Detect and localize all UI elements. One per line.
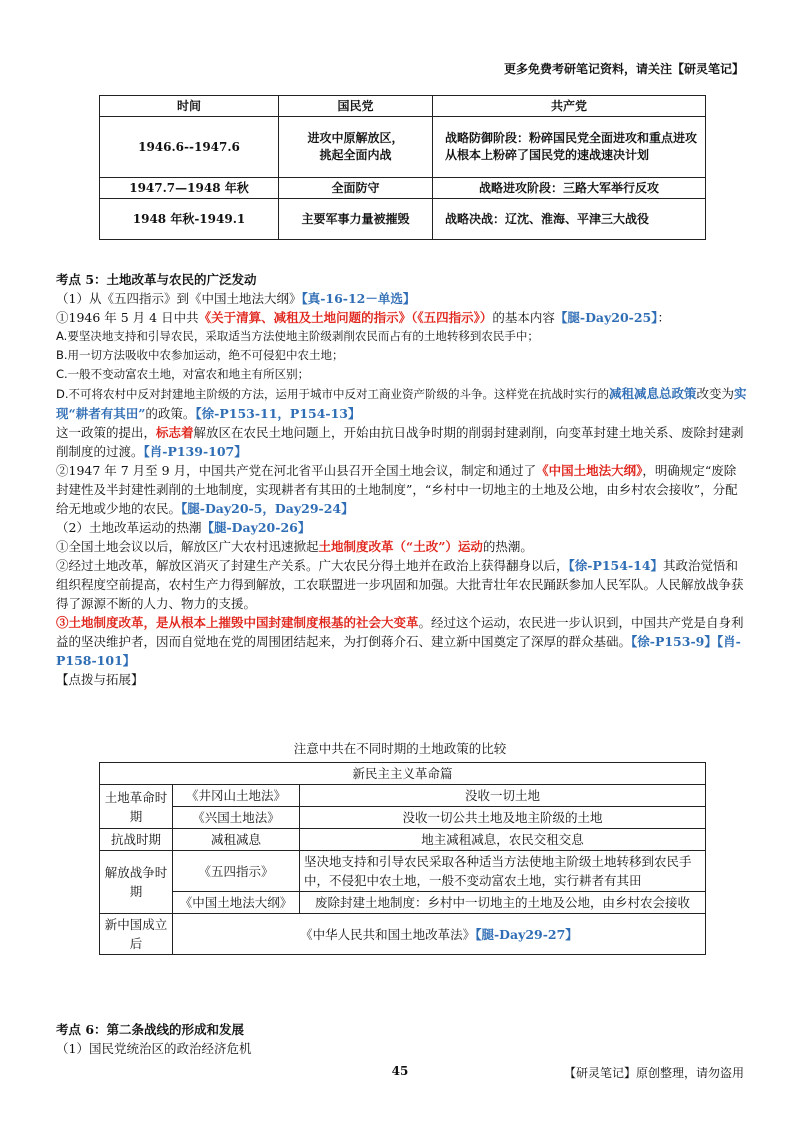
ref-tag: 【腿-Day20-26】 — [201, 520, 311, 535]
ref-tag: 【徐-P153-9】【肖-P158-101】 — [56, 634, 741, 668]
text: 改变为 — [696, 386, 735, 401]
desc-cell — [173, 914, 706, 955]
text: 其政治觉悟和组织程度空前提高，农村生产力得到解放，工农联盟进一步巩固和加强。大批青壮年农民踊跃参加人民军队。人民解放战争获得了源源不断的人力、物力的支援。 — [56, 558, 744, 611]
table-row — [100, 851, 706, 892]
cell-time: 1948 年秋-1949.1 — [100, 199, 279, 240]
desc-cell: 没收一切土地 — [300, 785, 706, 807]
cell-time: 1946.6--1947.6 — [100, 117, 279, 178]
cell-kmt: 全面防守 — [279, 178, 433, 199]
paragraph — [56, 423, 748, 461]
paragraph — [56, 556, 748, 613]
highlight: 《关于清算、减租及土地问题的指示》（《五四指示》） — [198, 310, 493, 325]
ref-tag: 【徐-P154-14】 — [568, 558, 664, 573]
law-cell: 《五四指示》 — [173, 851, 300, 892]
cell-kmt: 进攻中原解放区， 挑起全面内战 — [279, 117, 433, 178]
table-header-row — [100, 96, 706, 117]
land-policy-table — [99, 762, 706, 955]
text: ： — [657, 310, 671, 325]
table-row — [100, 807, 706, 829]
table-caption: 注意中共在不同时期的土地政策的比较 — [293, 741, 507, 756]
table-row — [100, 892, 706, 914]
section-5-title: 考点 5：土地改革与农民的广泛发动 — [56, 272, 257, 287]
desc-cell: 没收一切公共土地及地主阶级的土地 — [300, 807, 706, 829]
text: ②1947 年 7 月至 9 月，中国共产党在河北省平山县召开全国土地会议，制定和通过了 — [56, 463, 537, 478]
table-row — [100, 178, 706, 199]
desc-cell: 坚决地支持和引导农民采取各种适当方法使地主阶级土地转移到农民手中，不侵犯中农土地，一般不变动富农土地，实行耕者有其田 — [300, 851, 706, 892]
footer-note: 【研灵笔记】原创整理，请勿盗用 — [563, 1066, 744, 1080]
sub-heading: （1）国民党统治区的政治经济危机 — [56, 1041, 252, 1056]
list-item: A.要坚决地支持和引导农民，采取适当方法使地主阶级剥削农民而占有的土地转移到农民手中； — [56, 329, 539, 343]
law-cell: 《中国土地法大纲》 — [173, 892, 300, 914]
highlight: ③土地制度改革，是从根本上摧毁中国封建制度根基的社会大变革 — [56, 615, 419, 630]
law-cell: 减租减息 — [173, 829, 300, 851]
text: ，明确规定“废除封建性及半封建性剥削的土地制度，实现耕者有其田的土地制度”，“乡村中一切地主的土地及公地，由乡村农会接收”，分配给无地或少地的农民。 — [56, 463, 738, 516]
text: 的政策。 — [145, 406, 196, 421]
page-number: 45 — [391, 1064, 409, 1078]
text: 的热潮。 — [482, 539, 533, 554]
cell-ccp: 战略防御阶段：粉碎国民党全面进攻和重点进攻从根本上粉碎了国民党的速战速决计划 — [433, 117, 706, 178]
sub-heading — [56, 289, 748, 308]
text: 的基本内容 — [492, 310, 555, 325]
highlight: 标志着 — [156, 425, 194, 440]
table-row — [100, 914, 706, 955]
period-cell: 解放战争时期 — [100, 851, 173, 914]
text: D.不可将农村中反对封建地主阶级的方法，运用于城市中反对工商业资产阶级的斗争。这样党在抗战时实行的 — [56, 387, 610, 401]
section-6-title: 考点 6：第二条战线的形成和发展 — [56, 1022, 245, 1037]
text: 这一政策的提出， — [56, 425, 157, 440]
cell-time: 1947.7—1948 年秋 — [100, 178, 279, 199]
table-row — [100, 117, 706, 178]
col-header-kmt: 国民党 — [279, 96, 433, 117]
ref-tag: 【真-16-12－单选】 — [301, 291, 416, 306]
period-cell: 新中国成立后 — [100, 914, 173, 955]
highlight: 《中国土地法大纲》 — [536, 463, 643, 478]
ref-tag: 【腿-Day20-25】 — [554, 310, 658, 325]
cell-ccp: 战略决战：辽沈、淮海、平津三大战役 — [433, 199, 706, 240]
paragraph — [56, 308, 748, 327]
sub-text: （2）土地改革运动的热潮 — [56, 520, 202, 535]
paragraph — [56, 613, 748, 670]
cell-ccp: 战略进攻阶段：三路大军举行反攻 — [433, 178, 706, 199]
table-title-row — [100, 763, 706, 785]
col-header-time: 时间 — [100, 96, 279, 117]
law-name: 《中华人民共和国土地改革法》 — [300, 926, 476, 942]
sub-heading — [56, 518, 748, 537]
table-row — [100, 199, 706, 240]
cell-kmt: 主要军事力量被摧毁 — [279, 199, 433, 240]
desc-cell: 废除封建土地制度：乡村中一切地主的土地及公地，由乡村农会接收 — [300, 892, 706, 914]
battle-phase-table — [99, 95, 706, 240]
paragraph — [56, 461, 748, 518]
text: 解放区在农民土地问题上，开始由抗日战争时期的削弱封建剥削，向变革封建土地关系、废除封建剥削制度的过渡。 — [56, 425, 744, 459]
section-5 — [56, 270, 748, 689]
header-note: 更多免费考研笔记资料，请关注【研灵笔记】 — [503, 62, 744, 76]
tips-heading: 【点拨与拓展】 — [56, 672, 144, 687]
sub-text: （1）从《五四指示》到《中国土地法大纲》 — [56, 291, 302, 306]
ref-tag: 【腿-Day29-27】 — [475, 926, 578, 942]
table-row — [100, 785, 706, 807]
highlight-blue: 减租减息总政策 — [609, 386, 697, 401]
law-cell: 《井冈山土地法》 — [173, 785, 300, 807]
desc-cell: 地主减租减息，农民交租交息 — [300, 829, 706, 851]
period-cell: 抗战时期 — [100, 829, 173, 851]
list-item: C.一般不变动富农土地，对富农和地主有所区别； — [56, 367, 310, 381]
text: 。经过这个运动，农民进一步认识到，中国共产党是自身利益的坚决维护者，因而自觉地在党的周围团结起来，为打倒蒋介石、建立新中国奠定了深厚的群众基础。 — [56, 615, 744, 649]
paragraph — [56, 537, 748, 556]
list-item — [56, 384, 748, 423]
ref-tag: 【肖-P139-107】 — [143, 444, 247, 459]
table-title: 新民主主义革命篇 — [100, 763, 706, 785]
table-row — [100, 829, 706, 851]
law-cell: 《兴国土地法》 — [173, 807, 300, 829]
list-item: B.用一切方法吸收中农参加运动，绝不可侵犯中农土地； — [56, 348, 344, 362]
text: ①全国土地会议以后，解放区广大农村迅速掀起 — [56, 539, 319, 554]
text: ①1946 年 5 月 4 日中共 — [56, 310, 199, 325]
highlight-blue: 实现“耕者有其田” — [56, 386, 747, 421]
ref-tag: 【腿-Day20-5，Day29-24】 — [181, 501, 354, 516]
col-header-ccp: 共产党 — [433, 96, 706, 117]
section-6 — [56, 1020, 748, 1058]
highlight: 土地制度改革（“土改”）运动 — [318, 539, 483, 554]
text: ②经过土地改革，解放区消灭了封建生产关系。广大农民分得土地并在政治上获得翻身以后， — [56, 558, 569, 573]
period-cell: 土地革命时期 — [100, 785, 173, 829]
ref-tag: 【徐-P153-11，P154-13】 — [195, 406, 361, 421]
